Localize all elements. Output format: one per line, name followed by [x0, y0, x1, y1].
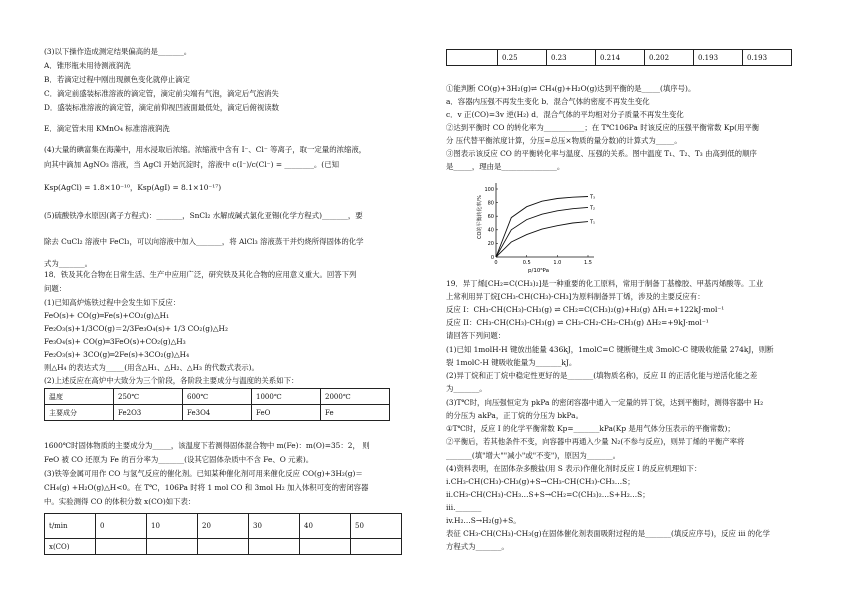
chart-x-label: p/10⁶Pa: [528, 268, 549, 274]
question-line: 19．异丁烯[CH₂=C(CH₃)₂]是一种重要的化工原料，常用于制备丁基橡胶、甲基丙烯酸等。工业: [446, 279, 764, 288]
question-line: (1)已知高炉炼铁过程中会发生如下反应：: [44, 298, 181, 307]
table-cell: 20: [198, 514, 249, 539]
time-table: [44, 513, 402, 555]
question-line: 除去 CuCl₂ 溶液中 FeCl₃，可以向溶液中加入_______，将 AlCl₃ 溶液蒸干并灼烧所得固体的化学: [44, 237, 364, 246]
x-tick-label: 0: [494, 260, 498, 266]
question-line: (3)T℃时，向压强恒定为 pkPa 的密闭容器中通入一定量的异丁烷，达到平衡时，测得容器中 H₂: [446, 398, 764, 407]
question-line: ②平衡后，若其他条件不变，向容器中再通入少量 N₂(不参与反应)，则异丁烯的平衡产率将: [446, 437, 745, 446]
equation-line: Fe₂O₃(s)+ 3CO(g)═2Fe(s)+3CO₂(g)△H₄: [44, 350, 190, 359]
question-line: 中。实验测得 CO 的体积分数 x(CO)如下表：: [44, 497, 196, 506]
series-label: T₂: [590, 205, 596, 212]
equation-line: Fe₂O₃(s)+1/3CO(g)＝2/3Fe₃O₄(s)+ 1/3 CO₂(g)△H₂: [44, 324, 228, 333]
question-line: ②达到平衡时 CO 的转化率为___________；在 T℃106Pa 时该反应的压强平衡常数 Kp(用平衡: [446, 123, 760, 132]
table-cell: 50: [351, 514, 402, 539]
table-cell: FeO: [252, 405, 321, 421]
question-line: (4)资料表明，在固体杂多酸盐(用 S 表示)作催化剂时反应 I 的反应机理如下：: [446, 464, 702, 473]
table-cell: 0.193: [743, 50, 792, 66]
question-line: ③图表示该反应 CO 的平衡转化率与温度、压强的关系。图中温度 T₁、T₂、T₃ 由高到低的顺序: [446, 149, 757, 158]
table-cell: 30: [249, 514, 300, 539]
equation-line: FeO(s)+ CO(g)═Fe(s)+CO₂(g)△H₁: [44, 311, 170, 320]
mechanism-line: i.CH₃-CH(CH₃)-CH₃(g)+S→CH₃-CH(CH₃)-CH₃…S；: [446, 477, 635, 486]
question-line: 请回答下列问题：: [446, 331, 506, 340]
table-cell: 0.193: [694, 50, 743, 66]
option-line: a．容器内压强不再发生变化 b．混合气体的密度不再发生变化: [446, 97, 650, 106]
question-line: 则△H₄ 的表达式为_____(用含△H₁、△H₂、△H₃ 的代数式表示)。: [44, 363, 259, 372]
table-cell: 0: [96, 514, 147, 539]
table-cell: 0.23: [547, 50, 596, 66]
option-line: c．v 正(CO)=3v 逆(H₂) d．混合气体的平均相对分子质量不再发生变化: [446, 110, 684, 119]
y-tick-label: 100: [484, 186, 494, 193]
question-line: 的分压为 akPa，正丁烷的分压为 bkPa。: [446, 411, 583, 420]
series-label: T₁: [590, 219, 596, 226]
table-cell: 600℃: [183, 389, 252, 405]
table-cell: 主要成分: [45, 405, 114, 421]
option-line: A．锥形瓶未用待测液润洗: [44, 61, 131, 70]
question-line: ①能判断 CO(g)+3H₂(g)⇌ CH₄(g)+H₂O(g)达到平衡的是_____(填序号)。: [446, 84, 696, 93]
table-cell: 40: [300, 514, 351, 539]
mechanism-line: iii._______: [446, 503, 482, 512]
equation-line: Fe₃O₄(s)+ CO(g)═3FeO(s)+CO₂(g)△H₃: [44, 337, 186, 346]
table-cell: [249, 539, 300, 555]
table-cell: Fe3O4: [183, 405, 252, 421]
x-tick-label: 1.0: [553, 260, 562, 266]
question-line: (2)上述反应在高炉中大致分为三个阶段，各阶段主要成分与温度的关系如下：: [44, 376, 299, 385]
table-cell: 2000℃: [321, 389, 390, 405]
question-line: 上常利用异丁烷[CH₃-CH(CH₃)-CH₃]为原料制备异丁烯，涉及的主要反应有：: [446, 292, 705, 301]
x-tick-label: 1.5: [584, 260, 592, 266]
y-tick-label: 20: [487, 241, 494, 248]
y-tick-label: 40: [487, 227, 494, 234]
question-line: 是_____，理由是_______________。: [446, 162, 565, 171]
mechanism-line: ii.CH₃-CH(CH₃)-CH₃…S+S→CH₂=C(CH₃)₂…S+H₂…S；: [446, 490, 650, 499]
chart-series-group: [496, 194, 595, 257]
x-tick-label: 0.5: [522, 260, 531, 266]
chart-y-label: CO的平衡转化率/%: [477, 195, 483, 239]
table-cell: [96, 539, 147, 555]
table-cell: [198, 539, 249, 555]
question-line: (4)大量的碘富集在海藻中，用水浸取后浓缩。浓缩液中含有 I⁻、Cl⁻ 等离子，取一定量的浓缩液，: [44, 145, 367, 154]
y-tick-label: 80: [487, 200, 494, 207]
table-cell: [147, 539, 198, 555]
table-cell: 250℃: [114, 389, 183, 405]
question-line: 裂 1molC-H 键吸收能量为_______kJ。: [446, 358, 577, 367]
question-line: (1)已知 1molH-H 键放出能量 436kJ，1molC=C 键断键生成 3molC-C 键吸收能量 274kJ，则断: [446, 345, 774, 354]
question-line: 18．铁及其化合物在日常生活、生产中应用广泛，研究铁及其化合物的应用意义重大。回答下列: [44, 270, 357, 279]
mechanism-line: iv.H₂…S→H₂(g)+S。: [446, 516, 521, 525]
question-line: _______(填"增大""减小"或"不变")，原因为_______。: [446, 451, 620, 460]
table-cell: [351, 539, 402, 555]
question-line: 式为_______。: [44, 259, 93, 268]
table-cell: 0.214: [596, 50, 645, 66]
table-cell: 0.202: [645, 50, 694, 66]
table-cell: Fe2O3: [114, 405, 183, 421]
y-tick-label: 60: [487, 214, 494, 220]
reaction-line: 反应 I：CH₃-CH(CH₃)-CH₃(g) ⇌ CH₂=C(CH₃)₂(g)+H₂(g) ΔH₁=+122kJ·mol⁻¹: [446, 305, 725, 314]
ksp-line: Ksp(AgCl) = 1.8×10⁻¹⁰，Ksp(AgI) = 8.1×10⁻¹⁷): [44, 183, 222, 192]
question-line: 向其中滴加 AgNO₃ 溶液，当 AgCl 开始沉淀时，溶液中 c(I⁻)/c(Cl⁻) = ________。(已知: [44, 160, 339, 169]
series-line: [496, 207, 588, 257]
table-cell: x(CO): [45, 539, 96, 555]
table-cell: 1000℃: [252, 389, 321, 405]
question-line: (3)以下操作造成测定结果偏高的是_______。: [44, 47, 192, 56]
conversion-chart: [476, 177, 611, 275]
table-cell: [300, 539, 351, 555]
table-cell: 温度: [45, 389, 114, 405]
option-line: C．滴定前盛装标准溶液的滴定管，滴定前尖端有气泡，滴定后气泡消失: [44, 89, 279, 98]
question-line: (3)铁等金属可用作 CO 与氢气反应的催化剂。已知某种催化剂可用来催化反应 CO(g)+3H₂(g)＝: [44, 469, 363, 478]
chart-axes: [484, 183, 594, 266]
question-line: (5)硫酸铁净水原因(离子方程式)：_______，SnCl₂ 水解成碱式氯化亚锡(化学方程式)_______，要: [44, 211, 363, 220]
table-cell: t/min: [45, 514, 96, 539]
question-line: (2)异丁烷和正丁烷中稳定性更好的是_______(填物质名称)，反应 II 的正活化能与逆活化能之差: [446, 371, 758, 380]
xco-continuation-table: [446, 49, 792, 66]
series-label: T₃: [590, 194, 596, 201]
series-line: [496, 222, 588, 257]
question-line: 方程式为_______。: [446, 542, 509, 551]
series-line: [496, 197, 588, 258]
question-line: 1600℃时固体物质的主要成分为_____，该温度下若测得固体混合物中 m(Fe)：m(O)=35：2， 则: [44, 441, 370, 450]
y-tick-label: 0: [490, 254, 494, 261]
option-line: D．盛装标准溶液的滴定管，滴定前仰视凹液面最低处，滴定后俯视读数: [44, 103, 280, 112]
table-cell: [447, 50, 498, 66]
table-cell: Fe: [321, 405, 390, 421]
question-line: 问题：: [44, 284, 67, 293]
table-cell: 10: [147, 514, 198, 539]
question-line: 为_______。: [446, 384, 487, 393]
question-line: CH₄(g) +H₂O(g)△H<0。在 T℃，106Pa 时将 1 mol CO 和 3mol H₂ 加入体积可变的密闭容器: [44, 483, 369, 492]
question-line: FeO 被 CO 还原为 Fe 的百分率为_______(设其它固体杂质中不含 Fe、O 元素)。: [44, 455, 314, 464]
temperature-table: [44, 388, 390, 421]
question-line: 分 压代替平衡浓度计算，分压=总压×物质的量分数)的计算式为_____。: [446, 136, 682, 145]
option-line: B．若滴定过程中刚出现颜色变化就停止滴定: [44, 75, 190, 84]
question-line: ①T℃时，反应 I 的化学平衡常数 Kp=_______kPa(Kp 是用气体分压表示的平衡常数)；: [446, 424, 735, 433]
reaction-line: 反应 II：CH₃-CH(CH₃)-CH₃(g) ⇌ CH₃-CH₂-CH₂-CH₃(g) ΔH₂=+9kJ·mol⁻¹: [446, 318, 709, 327]
option-line: E．滴定管未用 KMnO₄ 标准溶液润洗: [44, 124, 170, 133]
question-line: 表征 CH₃-CH(CH₃)-CH₃(g)在固体催化剂表面吸附过程的是_______(填反应序号)，反应 iii 的化学: [446, 529, 770, 538]
table-cell: 0.25: [498, 50, 547, 66]
